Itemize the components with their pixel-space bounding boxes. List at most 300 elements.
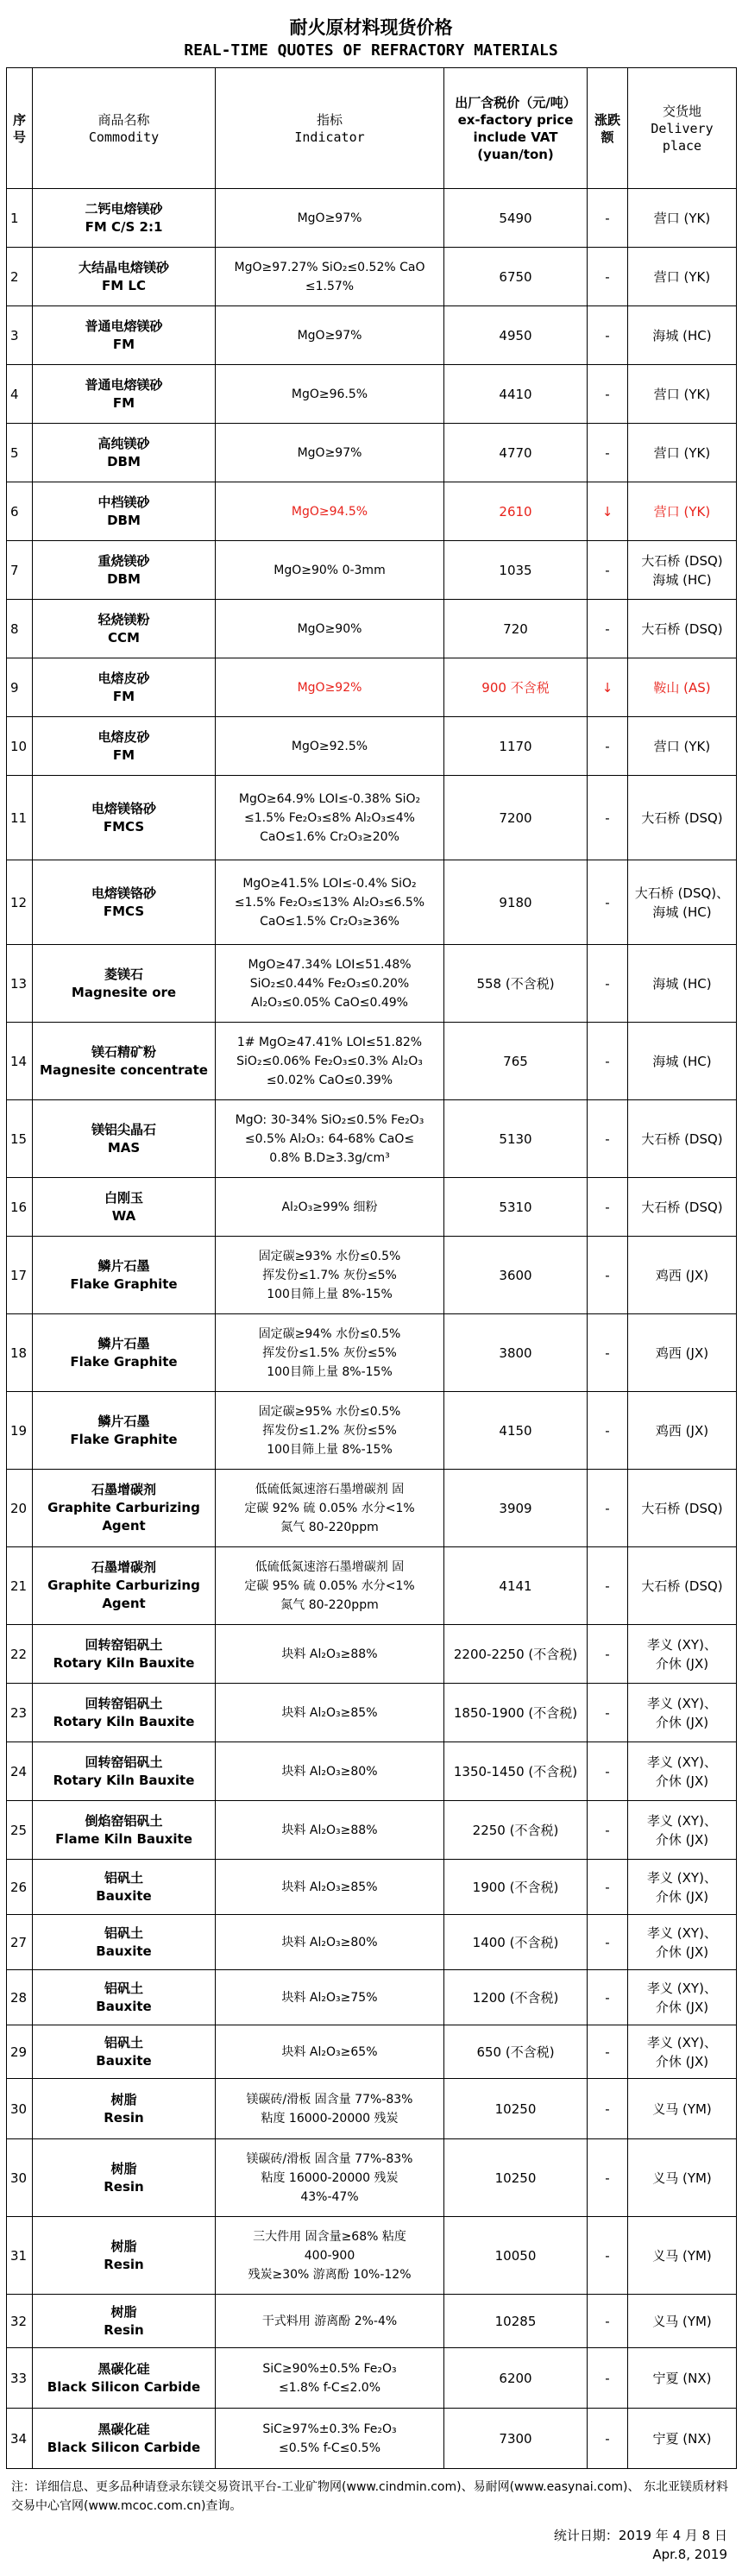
row-number: 7 [7,541,33,600]
commodity-cell [33,2139,216,2217]
indicator-cell-line: 块料 Al₂O₃≥85% [281,1880,378,1894]
commodity-cell-line: 重烧镁砂 [97,552,150,569]
delivery-cell-line: 鸡西 (JX) [655,1267,709,1283]
delivery-cell [628,1684,737,1742]
header-commodity [33,68,216,189]
table-row [7,2409,737,2469]
delivery-cell-line: 孝义 (XY)、 [647,1812,717,1829]
indicator-cell-line: 43%-47% [300,2189,359,2204]
commodity-cell-line: Resin [104,2321,144,2338]
indicator-cell-line: 粘度 16000-20000 残炭 [261,2111,399,2126]
header-delivery-en2: place [662,137,702,154]
table-row [7,189,737,248]
stat-date-en: Apr.8, 2019 [652,2547,727,2562]
commodity-cell-line: 铝矾土 [104,1924,143,1941]
price-cell: 7300 [444,2409,588,2469]
delivery-cell-line: 孝义 (XY)、 [647,1754,717,1770]
commodity-cell-line: Agent [102,1518,146,1534]
change-cell: - [588,1860,628,1915]
delivery-cell-line: 介休 (JX) [655,1831,709,1848]
commodity-cell [33,306,216,365]
header-price-en1: ex-factory price [457,111,574,128]
price-cell: 1350-1450 (不含税) [444,1742,588,1801]
delivery-cell-line: 孝义 (XY)、 [647,1869,717,1886]
commodity-cell [33,600,216,658]
delivery-cell [628,365,737,424]
indicator-cell-line: MgO≥92.5% [291,739,368,753]
indicator-cell [216,1392,444,1470]
commodity-cell [33,2217,216,2295]
row-number: 23 [7,1684,33,1742]
indicator-cell-line: MgO≥64.9% LOI≤-0.38% SiO₂ [238,791,421,806]
commodity-cell-line: 电熔镁铬砂 [91,885,156,901]
table-row [7,424,737,482]
price-cell: 10285 [444,2295,588,2348]
header-indicator-en: Indicator [294,129,365,145]
table-row [7,600,737,658]
indicator-cell-line: 块料 Al₂O₃≥88% [281,1647,378,1661]
row-number: 30 [7,2139,33,2217]
indicator-cell [216,1100,444,1178]
indicator-cell-line: 挥发份≤1.2% 灰份≤5% [262,1423,397,1438]
indicator-cell-line: 100目筛上量 8%-15% [267,1364,393,1379]
indicator-cell-line: 块料 Al₂O₃≥65% [281,2044,378,2059]
change-cell: - [588,1801,628,1860]
indicator-cell [216,424,444,482]
indicator-cell-line: 低硫低氮速溶石墨增碳剂 固 [255,1482,405,1496]
indicator-cell-line: 定碳 92% 硫 0.05% 水分<1% [244,1501,415,1515]
change-cell: - [588,1547,628,1625]
commodity-cell-line: Resin [104,2109,144,2126]
indicator-cell-line: 100目筛上量 8%-15% [267,1442,393,1457]
indicator-cell-line: CaO≤1.6% Cr₂O₃≥20% [260,829,399,844]
commodity-cell-line: FM [112,394,135,411]
delivery-cell-line: 孝义 (XY)、 [647,2034,717,2050]
indicator-cell [216,658,444,717]
delivery-cell-line: 孝义 (XY)、 [647,1695,717,1711]
row-number: 19 [7,1392,33,1470]
indicator-cell-line: 镁碳砖/滑板 固含量 77%-83% [246,2151,413,2166]
price-cell: 4950 [444,306,588,365]
table-row [7,1100,737,1178]
price-cell: 4150 [444,1392,588,1470]
header-price [444,68,588,189]
indicator-cell-line: MgO≥97.27% SiO₂≤0.52% CaO [234,260,425,274]
commodity-cell-line: 黑碳化硅 [97,2421,150,2437]
footer-note [6,2469,736,2522]
indicator-cell-line: 块料 Al₂O₃≥80% [281,1764,378,1779]
delivery-cell [628,717,737,776]
header-no: 序号 [7,68,33,189]
change-cell: - [588,424,628,482]
row-number: 5 [7,424,33,482]
header-delivery [628,68,737,189]
commodity-cell [33,860,216,945]
commodity-cell-line: DBM [107,512,141,528]
row-number: 26 [7,1860,33,1915]
delivery-cell-line: 介休 (JX) [655,1655,709,1672]
table-row [7,2139,737,2217]
commodity-cell-line: 铝矾土 [104,1869,143,1886]
commodity-cell-line: FM [112,746,135,763]
commodity-cell-line: Bauxite [96,2052,152,2069]
delivery-cell [628,2217,737,2295]
indicator-cell-line: MgO: 30-34% SiO₂≤0.5% Fe₂O₃ [235,1112,424,1127]
price-cell: 765 [444,1023,588,1100]
commodity-cell-line: 普通电熔镁砂 [85,318,163,334]
indicator-cell-line: 氮气 80-220ppm [280,1520,379,1534]
indicator-cell-line: MgO≥90% 0-3mm [274,563,386,577]
row-number: 16 [7,1178,33,1237]
row-number: 20 [7,1470,33,1547]
indicator-cell-line: ≤0.5% Al₂O₃: 64-68% CaO≤ [244,1131,415,1146]
row-number: 14 [7,1023,33,1100]
commodity-cell-line: Flake Graphite [70,1275,178,1292]
table-row [7,365,737,424]
indicator-cell-line: 固定碳≥95% 水份≤0.5% [258,1404,401,1419]
indicator-cell [216,2409,444,2469]
delivery-cell [628,248,737,306]
stat-date-cn: 统计日期：2019 年 4 月 8 日 [553,2528,727,2543]
indicator-cell [216,2139,444,2217]
indicator-cell [216,2348,444,2409]
delivery-cell [628,600,737,658]
delivery-cell-line: 营口 (YK) [653,444,711,461]
indicator-cell-line: ≤1.57% [305,279,355,293]
indicator-cell-line: SiO₂≤0.44% Fe₂O₃≤0.20% [249,976,410,991]
commodity-cell-line: Resin [104,2256,144,2272]
commodity-cell-line: FM C/S 2:1 [85,218,163,235]
commodity-cell-line: 树脂 [110,2160,137,2176]
indicator-cell [216,365,444,424]
delivery-cell [628,1742,737,1801]
commodity-cell [33,365,216,424]
indicator-cell-line: MgO≥97% [297,211,362,225]
indicator-cell-line: 挥发份≤1.5% 灰份≤5% [262,1345,397,1360]
row-number: 24 [7,1742,33,1801]
delivery-cell [628,2025,737,2079]
commodity-cell-line: 倒焰窑铝矾土 [85,1812,163,1829]
change-cell: - [588,717,628,776]
indicator-cell [216,1860,444,1915]
indicator-cell [216,717,444,776]
table-row [7,1684,737,1742]
commodity-cell-line: 树脂 [110,2238,137,2254]
commodity-cell-line: 黑碳化硅 [97,2360,150,2377]
commodity-cell [33,1178,216,1237]
delivery-cell [628,945,737,1023]
commodity-cell-line: Bauxite [96,1887,152,1904]
delivery-cell-line: 大石桥 (DSQ) [641,552,723,569]
delivery-cell [628,1547,737,1625]
row-number: 10 [7,717,33,776]
indicator-cell-line: 块料 Al₂O₃≥88% [281,1823,378,1837]
delivery-cell [628,1237,737,1314]
indicator-cell-line: SiC≥90%±0.5% Fe₂O₃ [262,2361,397,2376]
delivery-cell-line: 孝义 (XY)、 [647,1980,717,1996]
commodity-cell-line: Black Silicon Carbide [47,2378,201,2395]
indicator-cell [216,1178,444,1237]
indicator-cell-line: CaO≤1.5% Cr₂O₃≥36% [260,914,399,929]
indicator-cell [216,1742,444,1801]
indicator-cell-line: MgO≥92% [297,680,362,695]
change-cell: - [588,1970,628,2025]
price-cell: 1200 (不含税) [444,1970,588,2025]
row-number: 4 [7,365,33,424]
delivery-cell-line: 义马 (YM) [652,2313,712,2329]
commodity-cell [33,1742,216,1801]
row-number: 22 [7,1625,33,1684]
commodity-cell-line: Flake Graphite [70,1431,178,1447]
price-cell: 5310 [444,1178,588,1237]
indicator-cell [216,1237,444,1314]
row-number: 18 [7,1314,33,1392]
change-cell: - [588,1684,628,1742]
row-number: 31 [7,2217,33,2295]
delivery-cell-line: 鸡西 (JX) [655,1422,709,1439]
commodity-cell [33,2409,216,2469]
commodity-cell-line: 中档镁砂 [97,494,150,510]
commodity-cell [33,541,216,600]
commodity-cell [33,1314,216,1392]
indicator-cell-line: 块料 Al₂O₃≥85% [281,1705,378,1720]
price-sheet [6,0,736,2570]
commodity-cell-line: DBM [107,453,141,469]
commodity-cell-line: 轻烧镁粉 [97,611,150,627]
table-row [7,945,737,1023]
commodity-cell [33,482,216,541]
table-row [7,1860,737,1915]
delivery-cell [628,541,737,600]
price-cell: 900 不含税 [444,658,588,717]
commodity-cell-line: Rotary Kiln Bauxite [53,1713,195,1729]
indicator-cell [216,1547,444,1625]
row-number: 1 [7,189,33,248]
change-cell: - [588,1237,628,1314]
delivery-cell [628,1915,737,1970]
change-cell: ↓ [588,482,628,541]
price-cell: 5130 [444,1100,588,1178]
change-cell: - [588,600,628,658]
table-row [7,1547,737,1625]
row-number: 17 [7,1237,33,1314]
change-cell: - [588,365,628,424]
change-cell: - [588,2079,628,2139]
commodity-cell [33,717,216,776]
table-row [7,1470,737,1547]
change-cell: ↓ [588,658,628,717]
price-cell: 3909 [444,1470,588,1547]
commodity-cell-line: 回转窑铝矾土 [85,1636,163,1653]
table-row [7,1314,737,1392]
commodity-cell-line: 白刚玉 [104,1189,143,1206]
indicator-cell-line: MgO≥94.5% [291,504,368,519]
delivery-cell [628,860,737,945]
row-number: 30 [7,2079,33,2139]
change-cell: - [588,860,628,945]
commodity-cell [33,945,216,1023]
delivery-cell-line: 介休 (JX) [655,1943,709,1960]
commodity-cell-line: 铝矾土 [104,2034,143,2050]
delivery-cell [628,1801,737,1860]
commodity-cell-line: 树脂 [110,2091,137,2107]
indicator-cell-line: 挥发份≤1.7% 灰份≤5% [262,1268,397,1282]
delivery-cell [628,1970,737,2025]
row-number: 25 [7,1801,33,1860]
commodity-cell-line: WA [111,1207,136,1224]
row-number: 3 [7,306,33,365]
header-row [7,68,737,189]
change-cell: - [588,1625,628,1684]
commodity-cell [33,2295,216,2348]
change-cell: - [588,2348,628,2409]
commodity-cell [33,658,216,717]
header-indicator-cn: 指标 [316,111,343,128]
price-cell: 10050 [444,2217,588,2295]
commodity-cell [33,1625,216,1684]
indicator-cell [216,776,444,860]
delivery-cell [628,1470,737,1547]
commodity-cell-line: CCM [108,629,140,646]
change-cell: - [588,1915,628,1970]
price-cell: 720 [444,600,588,658]
delivery-cell-line: 海城 (HC) [652,571,712,588]
indicator-cell [216,2079,444,2139]
price-cell: 558 (不含税) [444,945,588,1023]
price-cell: 2610 [444,482,588,541]
indicator-cell-line: 干式料用 游离酚 2%-4% [261,2314,398,2328]
commodity-cell [33,2025,216,2079]
delivery-cell-line: 介休 (JX) [655,1773,709,1789]
delivery-cell [628,1860,737,1915]
table-row [7,306,737,365]
price-cell: 1400 (不含税) [444,1915,588,1970]
commodity-cell-line: 回转窑铝矾土 [85,1695,163,1711]
change-cell: - [588,776,628,860]
indicator-cell-line: ≤1.5% Fe₂O₃≤13% Al₂O₃≤6.5% [234,895,425,910]
commodity-cell-line: 镁石精矿粉 [91,1043,156,1060]
delivery-cell-line: 介休 (JX) [655,2053,709,2069]
row-number: 28 [7,1970,33,2025]
commodity-cell-line: 二钙电熔镁砂 [85,200,163,217]
delivery-cell [628,776,737,860]
commodity-cell [33,1392,216,1470]
commodity-cell [33,776,216,860]
table-row [7,1237,737,1314]
row-number: 21 [7,1547,33,1625]
delivery-cell [628,424,737,482]
table-row [7,1970,737,2025]
commodity-cell-line: 石墨增碳剂 [91,1482,156,1497]
table-row [7,1742,737,1801]
header-commodity-en: Commodity [88,129,160,145]
indicator-cell-line: MgO≥97% [297,328,362,343]
indicator-cell [216,248,444,306]
indicator-cell-line: 粘度 16000-20000 残炭 [261,2170,399,2185]
commodity-cell-line: Flame Kiln Bauxite [55,1830,192,1847]
indicator-cell [216,945,444,1023]
row-number: 12 [7,860,33,945]
delivery-cell-line: 孝义 (XY)、 [647,1924,717,1941]
price-cell: 6750 [444,248,588,306]
header-price-en2: include VAT [473,129,558,145]
price-cell: 10250 [444,2139,588,2217]
delivery-cell-line: 大石桥 (DSQ) [641,1199,723,1215]
indicator-cell [216,1625,444,1684]
delivery-cell-line: 海城 (HC) [652,975,712,992]
delivery-cell-line: 介休 (JX) [655,1714,709,1730]
delivery-cell-line: 鞍山 (AS) [653,679,711,696]
row-number: 27 [7,1915,33,1970]
indicator-cell [216,1314,444,1392]
indicator-cell-line: 三大件用 固含量≥68% 粘度 [253,2229,406,2244]
row-number: 8 [7,600,33,658]
price-cell: 6200 [444,2348,588,2409]
commodity-cell-line: 菱镁石 [104,966,143,982]
table-row [7,482,737,541]
commodity-cell [33,1970,216,2025]
row-number: 34 [7,2409,33,2469]
indicator-cell-line: 0.8% B.D≥3.3g/cm³ [269,1150,390,1165]
delivery-cell [628,658,737,717]
indicator-cell [216,2217,444,2295]
table-row [7,776,737,860]
delivery-cell [628,1314,737,1392]
price-cell: 1035 [444,541,588,600]
indicator-cell [216,541,444,600]
stat-date-block [6,2522,736,2570]
commodity-cell-line: 树脂 [110,2303,137,2320]
indicator-cell-line: MgO≥47.34% LOI≤51.48% [248,957,412,972]
commodity-cell-line: 大结晶电熔镁砂 [78,259,169,275]
delivery-cell [628,2079,737,2139]
row-number: 11 [7,776,33,860]
header-price-cn: 出厂含税价（元/吨） [455,94,576,110]
change-cell: - [588,2025,628,2079]
indicator-cell-line: 固定碳≥93% 水份≤0.5% [258,1249,401,1263]
indicator-cell-line: 1# MgO≥47.41% LOI≤51.82% [236,1035,423,1049]
commodity-cell-line: Graphite Carburizing [47,1500,200,1515]
commodity-cell-line: 镁铝尖晶石 [91,1121,156,1137]
indicator-cell-line: ≤0.02% CaO≤0.39% [266,1073,393,1087]
change-cell: - [588,2217,628,2295]
commodity-cell-line: Graphite Carburizing [47,1578,200,1593]
delivery-cell [628,2295,737,2348]
price-cell: 2200-2250 (不含税) [444,1625,588,1684]
commodity-cell-line: Black Silicon Carbide [47,2439,201,2455]
delivery-cell [628,189,737,248]
indicator-cell-line: SiC≥97%±0.3% Fe₂O₃ [262,2422,397,2436]
indicator-cell-line: 固定碳≥94% 水份≤0.5% [258,1326,401,1341]
price-cell: 3800 [444,1314,588,1392]
commodity-cell-line: FM LC [102,277,146,293]
commodity-cell [33,1915,216,1970]
commodity-cell [33,1470,216,1547]
price-cell: 4770 [444,424,588,482]
price-table [6,67,737,2469]
change-cell: - [588,2295,628,2348]
table-row [7,2079,737,2139]
commodity-cell [33,1237,216,1314]
commodity-cell-line: Bauxite [96,1943,152,1959]
price-cell: 1170 [444,717,588,776]
change-cell: - [588,1023,628,1100]
commodity-cell [33,2348,216,2409]
table-row [7,1801,737,1860]
title-en: REAL-TIME QUOTES OF REFRACTORY MATERIALS [184,41,558,60]
commodity-cell-line: 普通电熔镁砂 [85,376,163,393]
commodity-cell [33,189,216,248]
